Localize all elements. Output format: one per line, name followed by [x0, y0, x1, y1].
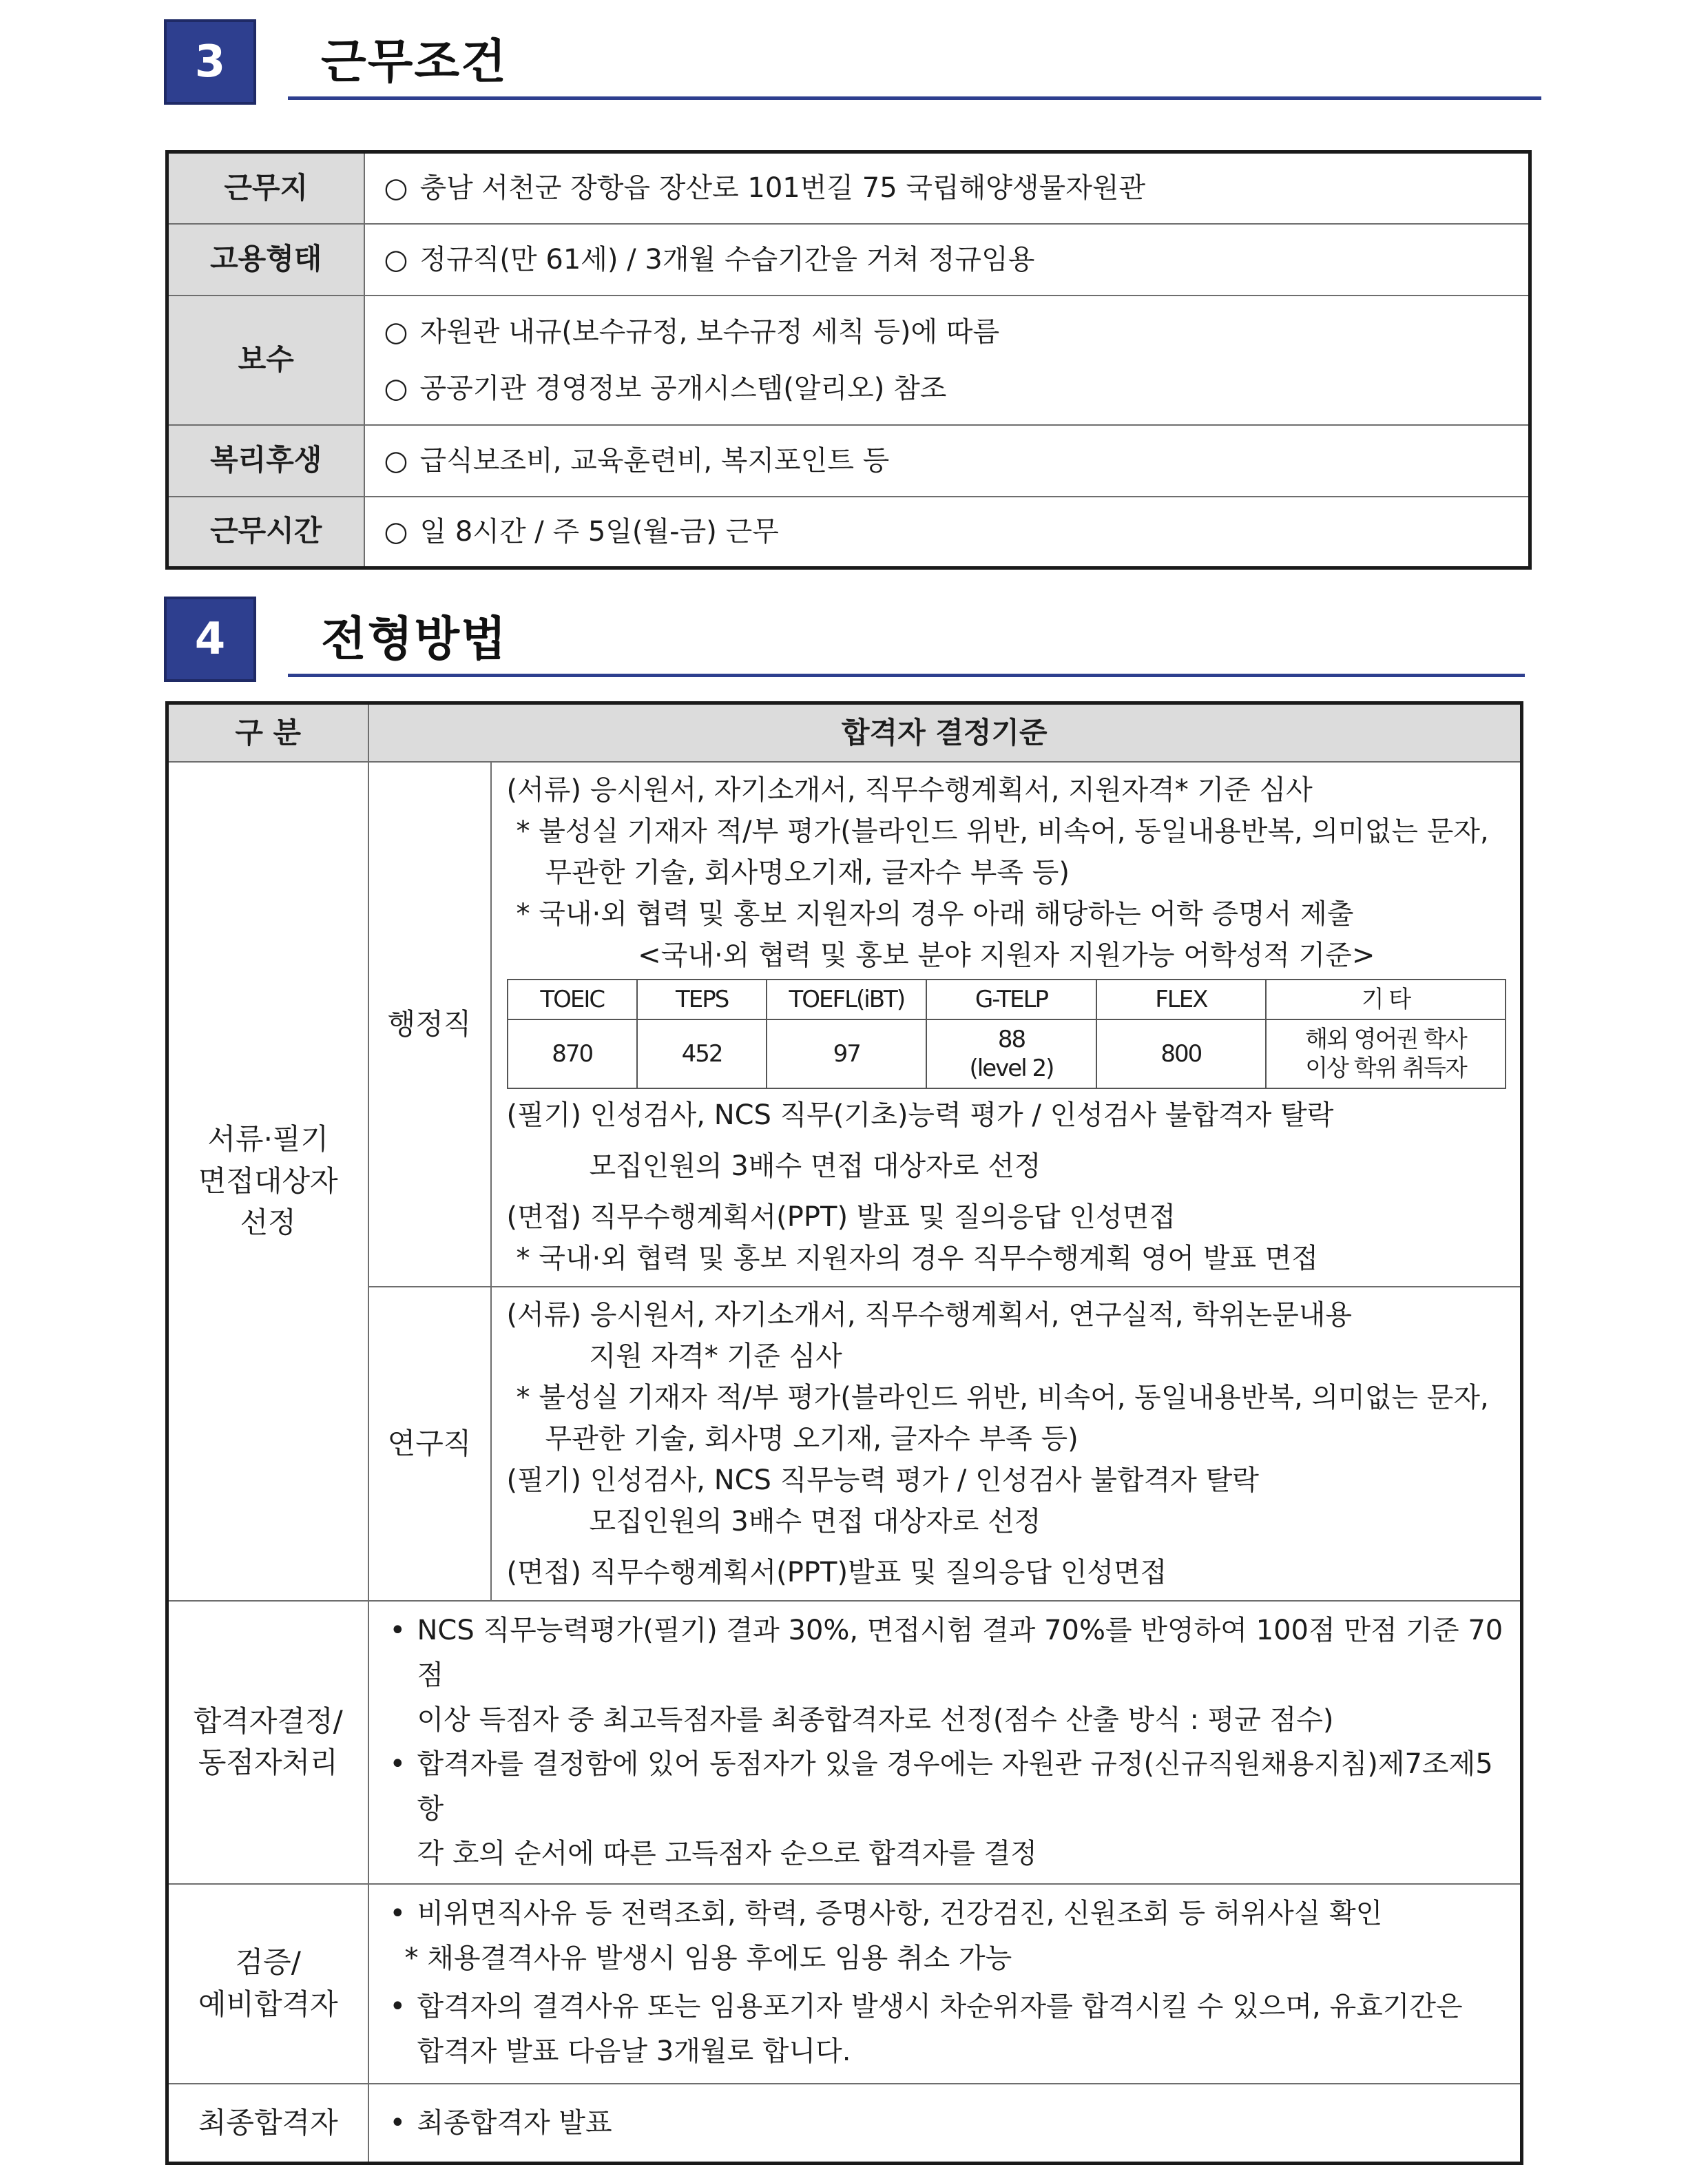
table-row	[167, 497, 1530, 568]
lang-value-gtelp-score: 88	[997, 1025, 1025, 1053]
admin-docs: (서류) 응시원서, 자기소개서, 직무수행계획서, 지원자격* 기준 심사	[506, 774, 1313, 806]
lang-header-row	[508, 980, 1506, 1019]
admin-interview-note: * 국내·외 협력 및 홍보 지원자의 경우 직무수행계획 영어 발표 면접	[516, 1243, 1319, 1274]
lang-value-toefl: 97	[767, 1019, 926, 1088]
admin-written: (필기) 인성검사, NCS 직무(기초)능력 평가 / 인성검사 불합격자 탈락	[506, 1099, 1334, 1131]
admin-note1b: 무관한 기술, 회사명오기재, 글자수 부족 등)	[545, 857, 1070, 889]
table-row	[167, 762, 1522, 1287]
lang-value-flex: 800	[1096, 1019, 1266, 1088]
verify-criteria	[368, 1884, 1522, 2084]
lang-header-other: 기 타	[1266, 980, 1506, 1019]
section-3-rule	[288, 96, 1541, 100]
row-label-salary: 보수	[167, 296, 364, 425]
lang-value-other	[1266, 1019, 1506, 1088]
salary-text-2: ○ 공공기관 경영정보 공개시스템(알리오) 참조	[384, 369, 1529, 408]
decision-bullet-2: • 합격자를 결정함에 있어 동점자가 있을 경우에는 자원관 규정(신규직원채용지침)제7조제5항	[384, 1742, 1507, 1832]
lang-value-gtelp-level: (level 2)	[969, 1055, 1054, 1082]
row-value-employment	[364, 224, 1530, 296]
decision-label	[167, 1601, 368, 1884]
final-criteria	[368, 2084, 1522, 2164]
lang-value-other-line2: 이상 학위 취득자	[1305, 1055, 1466, 1082]
table-row	[167, 1601, 1522, 1884]
table-row	[167, 2084, 1522, 2164]
lang-table-title: <국내·외 협력 및 홍보 분야 지원자 지원가능 어학성적 기준>	[638, 940, 1375, 971]
verify-bullet-1-note: * 채용결격사유 발생시 임용 후에도 임용 취소 가능	[404, 1942, 1012, 1974]
employment-text: ○ 정규직(만 61세) / 3개월 수습기간을 거쳐 정규임용	[384, 240, 1529, 280]
decision-bullet-2-cont: 각 호의 순서에 따른 고득점자 순으로 합격자를 결정	[417, 1837, 1037, 1869]
research-note1b: 무관한 기술, 회사명 오기재, 글자수 부족 등)	[545, 1423, 1079, 1455]
admin-label: 행정직	[368, 762, 491, 1287]
row-label-welfare: 복리후생	[167, 425, 364, 497]
research-written: (필기) 인성검사, NCS 직무능력 평가 / 인성검사 불합격자 탈락	[506, 1464, 1259, 1496]
row-value-salary	[364, 296, 1530, 425]
research-docs: (서류) 응시원서, 자기소개서, 직무수행계획서, 연구실적, 학위논문내용	[506, 1299, 1353, 1331]
decision-label-line1: 합격자결정/	[193, 1703, 343, 1738]
section-3-number: 3	[164, 19, 256, 105]
admin-note1a: * 불성실 기재자 적/부 평가(블라인드 위반, 비속어, 동일내용반복, 의미없는 문자,	[516, 816, 1489, 847]
table-header-row	[167, 703, 1522, 763]
table-row	[167, 152, 1530, 224]
lang-header-gtelp: G-TELP	[926, 980, 1096, 1019]
verify-label	[167, 1884, 368, 2084]
admin-interview: (면접) 직무수행계획서(PPT) 발표 및 질의응답 인성면접	[506, 1201, 1176, 1233]
table-row	[167, 296, 1530, 425]
lang-header-teps: TEPS	[637, 980, 767, 1019]
salary-text-1: ○ 자원관 내규(보수규정, 보수규정 세칙 등)에 따름	[384, 312, 1529, 352]
stage1-label	[167, 762, 368, 1601]
selection-method-table	[165, 701, 1523, 2165]
admin-note2: * 국내·외 협력 및 홍보 지원자의 경우 아래 해당하는 어학 증명서 제출	[516, 898, 1354, 930]
research-criteria	[491, 1287, 1522, 1601]
section-4-rule	[288, 674, 1525, 677]
table-row	[167, 1884, 1522, 2084]
verify-label-line2: 예비합격자	[198, 1987, 338, 2021]
table-row	[167, 224, 1530, 296]
stage1-label-line2: 면접대상자	[198, 1163, 338, 1198]
research-written-cont: 모집인원의 3배수 면접 대상자로 선정	[589, 1506, 1041, 1537]
section-4-number: 4	[164, 597, 256, 682]
verify-label-line1: 검증/	[235, 1945, 301, 1979]
final-label: 최종합격자	[167, 2084, 368, 2164]
section-3-header	[164, 19, 1541, 105]
lang-header-flex: FLEX	[1096, 980, 1266, 1019]
research-interview: (면접) 직무수행계획서(PPT)발표 및 질의응답 인성면접	[506, 1557, 1167, 1588]
row-label-workplace: 근무지	[167, 152, 364, 224]
row-value-hours	[364, 497, 1530, 568]
admin-written-cont: 모집인원의 3배수 면접 대상자로 선정	[589, 1150, 1041, 1182]
header-criteria: 합격자 결정기준	[368, 703, 1522, 763]
research-note1a: * 불성실 기재자 적/부 평가(블라인드 위반, 비속어, 동일내용반복, 의미없는 문자,	[516, 1382, 1489, 1413]
language-score-table	[507, 979, 1507, 1089]
row-label-hours: 근무시간	[167, 497, 364, 568]
stage1-label-line1: 서류·필기	[207, 1121, 329, 1156]
lang-header-toeic: TOEIC	[508, 980, 637, 1019]
stage1-label-line3: 선정	[240, 1205, 296, 1240]
lang-value-toeic: 870	[508, 1019, 637, 1088]
section-4-title: 전형방법	[321, 612, 508, 667]
section-3-title: 근무조건	[321, 35, 508, 90]
verify-bullet-2: • 합격자의 결격사유 또는 임용포기자 발생시 차순위자를 합격시킬 수 있으며, 유효기간은	[384, 1985, 1507, 2029]
row-value-welfare	[364, 425, 1530, 497]
decision-bullet-1-cont: 이상 득점자 중 최고득점자를 최종합격자로 선정(점수 산출 방식 : 평균 점수)	[417, 1703, 1334, 1736]
header-category: 구 분	[167, 703, 368, 763]
verify-bullet-1: • 비위면직사유 등 전력조회, 학력, 증명사항, 건강검진, 신원조회 등 허위사실 확인	[384, 1892, 1507, 1936]
section-4-header	[164, 597, 1541, 682]
verify-bullet-2-cont: 합격자 발표 다음날 3개월로 합니다.	[417, 2035, 851, 2068]
research-label: 연구직	[368, 1287, 491, 1601]
decision-label-line2: 동점자처리	[198, 1746, 338, 1780]
lang-header-toefl: TOEFL(iBT)	[767, 980, 926, 1019]
lang-value-teps: 452	[637, 1019, 767, 1088]
lang-value-gtelp	[926, 1019, 1096, 1088]
table-row	[167, 1287, 1522, 1601]
work-conditions-table	[165, 150, 1532, 570]
row-label-employment: 고용형태	[167, 224, 364, 296]
table-row	[167, 425, 1530, 497]
final-bullet-1: • 최종합격자 발표	[384, 2102, 1507, 2144]
row-value-workplace	[364, 152, 1530, 224]
decision-bullet-1: • NCS 직무능력평가(필기) 결과 30%, 면접시험 결과 70%를 반영하여 100점 만점 기준 70점	[384, 1608, 1507, 1698]
welfare-text: ○ 급식보조비, 교육훈련비, 복지포인트 등	[384, 441, 1529, 481]
decision-criteria	[368, 1601, 1522, 1884]
workplace-text: ○ 충남 서천군 장항읍 장산로 101번길 75 국립해양생물자원관	[384, 168, 1529, 208]
research-docs-cont: 지원 자격* 기준 심사	[589, 1340, 842, 1372]
lang-value-row	[508, 1019, 1506, 1088]
hours-text: ○ 일 8시간 / 주 5일(월-금) 근무	[384, 512, 1529, 552]
lang-value-other-line1: 해외 영어권 학사	[1305, 1025, 1466, 1053]
admin-criteria	[491, 762, 1522, 1287]
